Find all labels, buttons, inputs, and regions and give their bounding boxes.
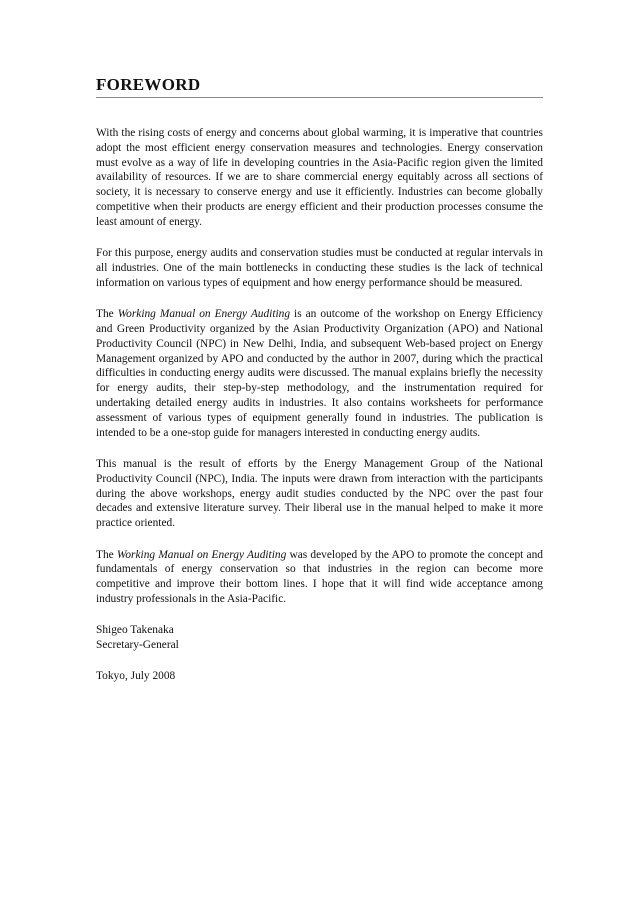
document-page [96, 74, 543, 684]
paragraph-5-lead: The [96, 548, 117, 561]
place-date: Tokyo, July 2008 [96, 670, 176, 683]
paragraph-3-lead: The [96, 308, 118, 321]
paragraph-2: For this purpose, energy audits and conservation studies must be conducted at regular intervals in all industries. One of the main bottlenecks in conducting these studies is the lack of technical information on various types of equipment and how energy performance should be measured. [96, 247, 543, 289]
manual-title-italic: Working Manual on Energy Auditing [116, 548, 287, 561]
page-title: FOREWORD [96, 74, 543, 98]
paragraph-5-rest: was developed by the APO to promote the concept and fundamentals of energy conservation so that industries in the region can become more competitive and improve their bottom lines. I hope that it will find wide acceptance among industry professionals in the Asia-Pacific. [96, 548, 543, 605]
signatory-name: Shigeo Takenaka [96, 624, 174, 637]
paragraph-3-rest: is an outcome of the workshop on Energy Efficiency and Green Productivity organized by the Asian Productivity Organization (APO) and National Productivity Council (NPC) in New Delhi, India, and subsequent Web-based project on Energy Management organized by APO and conducted by the author in 2007, during which the practical difficulties in conducting energy audits were discussed. The manual explains briefly the necessity for energy audits, their step-by-step methodology, and the instrumentation required for undertaking detailed energy audits in industries. It also contains worksheets for performance assessment of various types of equipment generally found in industries. The publication is intended to be a one-stop guide for managers interested in conducting energy audits. [96, 308, 543, 439]
signature-block [96, 623, 543, 653]
signatory-position: Secretary-General [96, 639, 179, 652]
paragraph-5 [96, 548, 543, 607]
foreword-body [96, 126, 543, 684]
paragraph-3 [96, 307, 543, 440]
paragraph-4: This manual is the result of efforts by the Energy Management Group of the National Productivity Council (NPC), India. The inputs were drawn from interaction with the participants during the above workshops, energy audit studies conducted by the NPC over the past four decades and extensive literature survey. Their liberal use in the manual helped to make it more practice oriented. [96, 457, 543, 530]
paragraph-1: With the rising costs of energy and concerns about global warming, it is imperative that countries adopt the most efficient energy conservation measures and technologies. Energy conservation must evolve as a way of life in developing countries in the Asia-Pacific region given the limited availability of resources. If we are to share commercial energy equitably across all sections of society, it is necessary to conserve energy and use it efficiently. Industries can become globally competitive when their products are energy efficient and their production processes consume the least amount of energy. [96, 127, 543, 228]
manual-title-italic: Working Manual on Energy Auditing [117, 308, 291, 321]
